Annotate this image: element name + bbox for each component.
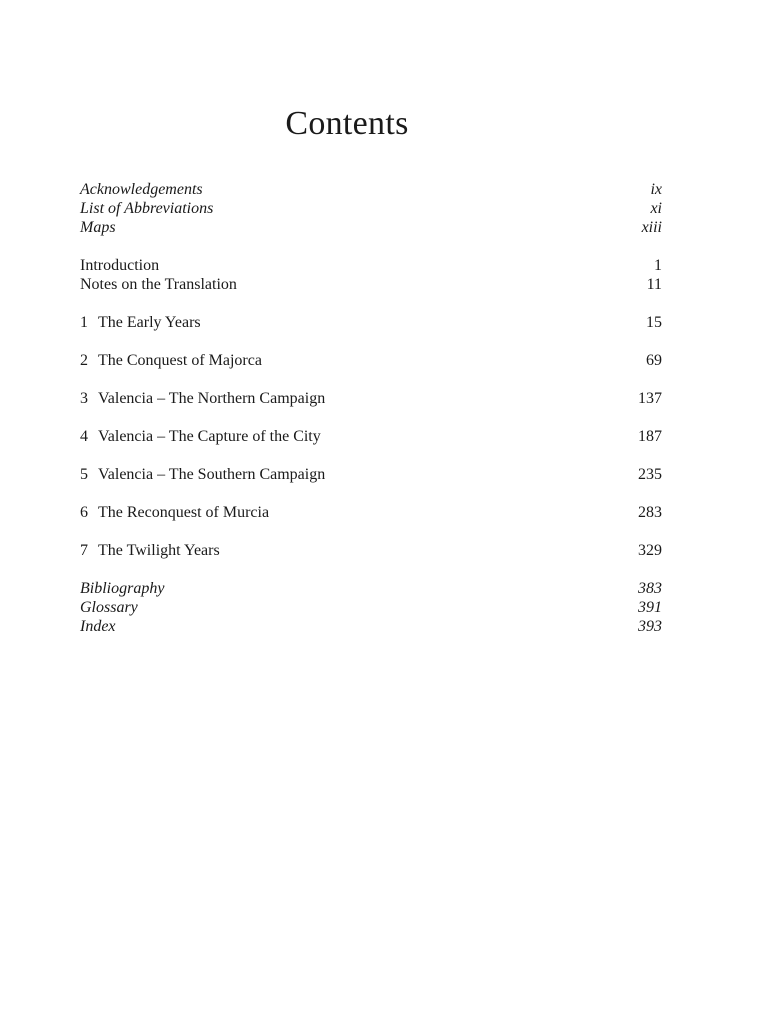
chapter-number: 2 — [80, 352, 88, 369]
chapter-title: The Reconquest of Murcia — [98, 504, 270, 521]
toc-entry-label: Acknowledgements — [80, 181, 203, 198]
toc-entry[interactable] — [80, 180, 662, 199]
toc-group-chapter-4 — [80, 427, 662, 446]
toc-group-introduction — [80, 256, 662, 294]
toc-group-chapter-2 — [80, 351, 662, 370]
toc-entry-page: 69 — [646, 352, 662, 369]
toc-entry[interactable] — [80, 598, 662, 617]
toc-chapter-entry[interactable] — [80, 313, 662, 332]
toc-entry[interactable] — [80, 275, 662, 294]
toc-entry-label: Bibliography — [80, 580, 165, 597]
chapter-number: 7 — [80, 542, 88, 559]
toc-entry[interactable] — [80, 617, 662, 636]
toc-chapter-entry[interactable] — [80, 351, 662, 370]
toc-entry-label: Glossary — [80, 599, 138, 616]
page-title: Contents — [285, 105, 409, 142]
chapter-title: Valencia – The Southern Campaign — [98, 466, 326, 483]
toc-entry-page: 283 — [638, 504, 662, 521]
toc-entry[interactable] — [80, 199, 662, 218]
toc-entry-page: xiii — [641, 219, 662, 236]
toc-group-back-matter — [80, 579, 662, 636]
chapter-number: 1 — [80, 314, 88, 331]
toc-entry-page: 15 — [646, 314, 662, 331]
toc-group-chapter-7 — [80, 541, 662, 560]
toc-entry-label: Index — [80, 618, 116, 635]
chapter-title: The Early Years — [98, 314, 201, 331]
toc-entry[interactable] — [80, 579, 662, 598]
chapter-title: Valencia – The Capture of the City — [98, 428, 321, 445]
toc-entry-page: ix — [650, 181, 662, 198]
table-of-contents — [80, 180, 662, 655]
chapter-title: Valencia – The Northern Campaign — [98, 390, 326, 407]
toc-entry-label: Maps — [80, 219, 116, 236]
toc-entry-page: 383 — [638, 580, 662, 597]
toc-group-chapter-6 — [80, 503, 662, 522]
toc-chapter-entry[interactable] — [80, 427, 662, 446]
toc-entry-page: 137 — [638, 390, 662, 407]
chapter-title: The Conquest of Majorca — [98, 352, 262, 369]
toc-entry-label: Introduction — [80, 257, 160, 274]
toc-entry-label: List of Abbreviations — [80, 200, 214, 217]
toc-chapter-entry[interactable] — [80, 503, 662, 522]
toc-group-front-matter — [80, 180, 662, 237]
chapter-number: 6 — [80, 504, 88, 521]
chapter-title: The Twilight Years — [98, 542, 220, 559]
toc-entry-page: 187 — [638, 428, 662, 445]
toc-entry-page: 393 — [638, 618, 662, 635]
toc-entry[interactable] — [80, 256, 662, 275]
toc-entry[interactable] — [80, 218, 662, 237]
toc-entry-page: 235 — [638, 466, 662, 483]
toc-entry-label: Notes on the Translation — [80, 276, 237, 293]
toc-chapter-entry[interactable] — [80, 541, 662, 560]
toc-entry-page: 329 — [638, 542, 662, 559]
toc-entry-page: 391 — [638, 599, 662, 616]
chapter-number: 3 — [80, 390, 88, 407]
toc-chapter-entry[interactable] — [80, 389, 662, 408]
chapter-number: 5 — [80, 466, 88, 483]
toc-entry-page: xi — [650, 200, 662, 217]
toc-chapter-entry[interactable] — [80, 465, 662, 484]
toc-group-chapter-5 — [80, 465, 662, 484]
toc-entry-page: 1 — [654, 257, 662, 274]
chapter-number: 4 — [80, 428, 88, 445]
toc-entry-page: 11 — [646, 276, 662, 293]
toc-group-chapter-3 — [80, 389, 662, 408]
toc-group-chapter-1 — [80, 313, 662, 332]
